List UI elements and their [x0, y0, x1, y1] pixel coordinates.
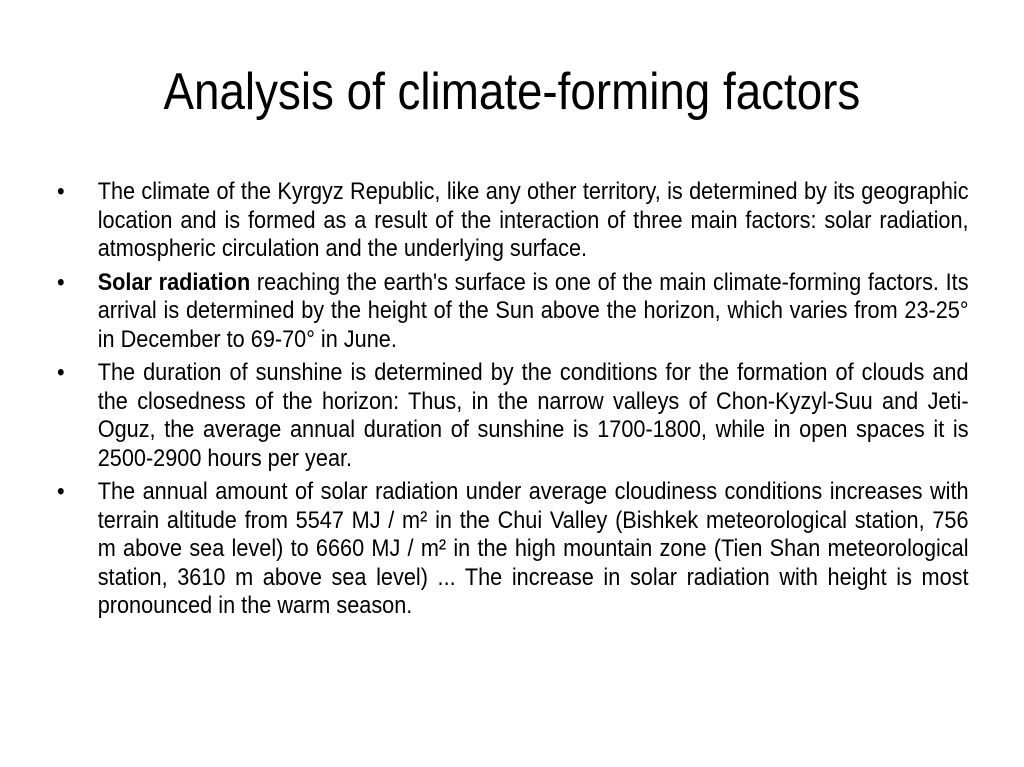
slide-title: Analysis of climate-forming factors [163, 63, 861, 121]
bullet-text: The annual amount of solar radiation under average cloudiness conditions increases with terrain altitude from 5547 MJ / m² in the Chui Valley (Bishkek meteorological station, 756 m above sea level) to 6660 MJ / m² in the high mountain zone (Tien Shan meteorological station, 3610 m above sea level) ... The increase in solar radiation with height is most pronounced in the warm season. [97, 478, 969, 619]
slide-body [57, 178, 969, 626]
bullet-text: The climate of the Kyrgyz Republic, like any other territory, is determined by its geographic location and is formed as a result of the interaction of three main factors: solar radiation, atmospheric circulation and the underlying surface. [97, 178, 969, 262]
bullet-list [57, 178, 969, 621]
bullet-bold-term: Solar radiation [97, 268, 251, 296]
bullet-icon: • [57, 359, 65, 386]
bullet-item [57, 359, 969, 473]
bullet-item [57, 269, 969, 355]
bullet-icon: • [57, 478, 65, 505]
bullet-icon: • [57, 178, 65, 205]
bullet-item [57, 178, 969, 264]
bullet-item [57, 478, 969, 621]
bullet-icon: • [57, 268, 65, 296]
bullet-text: reaching the earth's surface is one of the main climate-forming factors. Its arrival is determined by the height of the Sun above the horizon, which varies from 23-25° in December to 69-70° in June. [97, 268, 969, 353]
bullet-text: The duration of sunshine is determined by the conditions for the formation of clouds and the closedness of the horizon: Thus, in the narrow valleys of Chon-Kyzyl-Suu and Jeti-Oguz, the average annual duration of sunshine is 1700-1800, while in open spaces it is 2500-2900 hours per year. [97, 359, 969, 472]
